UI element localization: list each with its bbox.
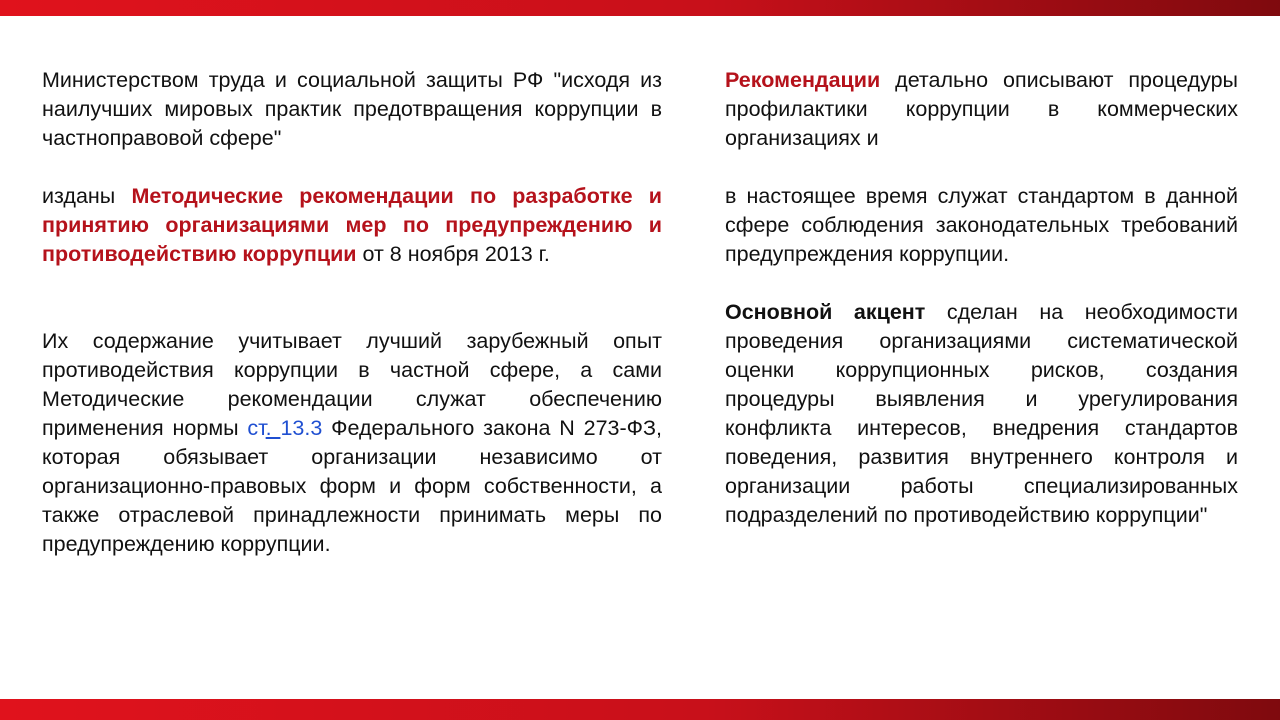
left-text-column (42, 66, 662, 559)
right-paragraph-1-rest: детально описывают процедуры профилактики коррупции в коммерческих организациях и (725, 68, 1238, 150)
law-article-link-prefix: ст (247, 416, 266, 440)
recommendations-highlight: Рекомендации (725, 68, 881, 92)
right-paragraph-2: в настоящее время служат стандартом в данной сфере соблюдения законодательных требований предупреждения коррупции. (725, 184, 1238, 266)
law-article-link-number: 13.3 (280, 416, 323, 440)
law-article-link-dot: . (265, 416, 281, 440)
top-accent-bar (0, 0, 1280, 16)
spacer (42, 153, 662, 182)
left-paragraph-3-rest: Федерального закона N 273-ФЗ, которая обязывает организации независимо от организационно-правовых форм и форм собственности, а также отраслевой принадлежности принимать меры по предупреждению коррупции. (42, 416, 662, 556)
spacer (725, 269, 1238, 298)
bottom-accent-bar (0, 699, 1280, 720)
spacer (725, 153, 1238, 182)
right-paragraph-1 (725, 66, 1238, 153)
right-text-column (725, 66, 1238, 530)
main-accent-label: Основной акцент (725, 300, 926, 324)
left-paragraph-1: Министерством труда и социальной защиты РФ "исходя из наилучших мировых практик предотвращения коррупции в частноправовой сфере" (42, 68, 662, 150)
left-paragraph-3 (42, 327, 662, 559)
left-paragraph-2-intro: изданы (42, 184, 132, 208)
left-paragraph-3-intro: Их содержание учитывает лучший зарубежный опыт противодействия коррупции в частной сфере, а сами Методические рекомендации служат обеспечению применения нормы (42, 329, 662, 440)
left-paragraph-2 (42, 182, 662, 269)
law-article-link[interactable] (247, 416, 322, 440)
right-paragraph-3 (725, 298, 1238, 530)
right-paragraph-3-rest: сделан на необходимости проведения организациями систематической оценки коррупционных рисков, создания процедуры выявления и урегулирования конфликта интересов, внедрения стандартов поведения, развития внутреннего контроля и организации работы специализированных подразделений по противодействию коррупции" (725, 300, 1238, 527)
spacer (42, 269, 662, 327)
methodical-recommendations-title: Методические рекомендации по разработке и принятию организациями мер по предупреждению и противодействию коррупции (42, 184, 662, 266)
left-paragraph-2-date: от 8 ноября 2013 г. (356, 242, 550, 266)
